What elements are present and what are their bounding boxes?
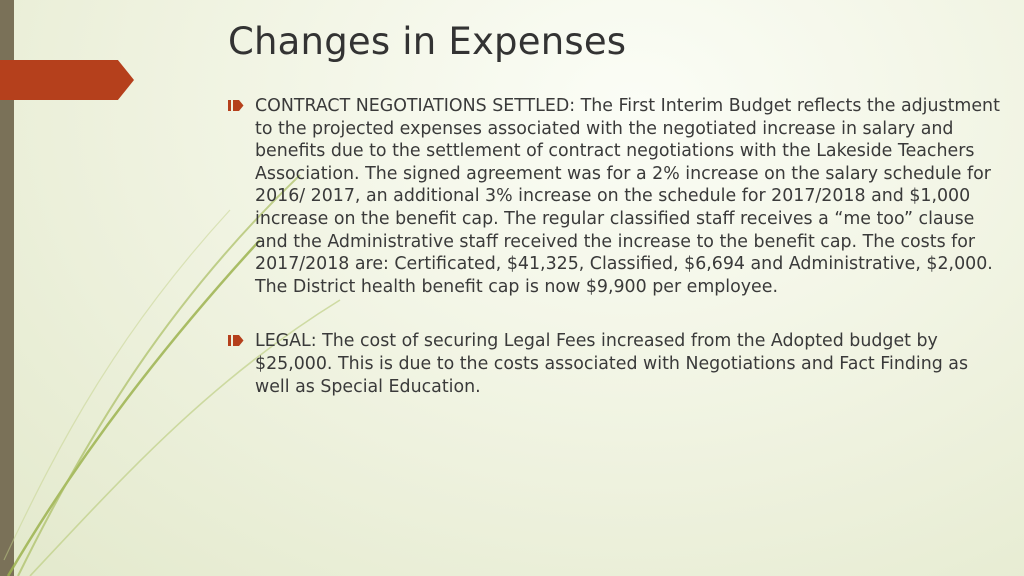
bullet-list [228, 95, 1000, 430]
bullet-text: LEGAL: The cost of securing Legal Fees increased from the Adopted budget by $25,000. This is due to the costs associated with Negotiations and Fact Finding as well as Special Education. [255, 331, 969, 397]
bullet-item-legal [228, 330, 1000, 398]
bullet-item-contract-negotiations [228, 95, 1000, 298]
arrow-bullet-icon [228, 334, 244, 347]
arrow-bullet-icon [228, 99, 244, 112]
slide-title: Changes in Expenses [228, 20, 627, 63]
bullet-text: CONTRACT NEGOTIATIONS SETTLED: The First Interim Budget reflects the adjustment to the projected expenses associated with the negotiated increase in salary and benefits due to the settlement of contract negotiations with the Lakeside Teachers Association. The signed agreement was for a 2% increase on the salary schedule for 2016/ 2017, an additional 3% increase on the schedule for 2017/2018 and $1,000 increase on the benefit cap. The regular classified staff receives a “me too” clause and the Administrative staff received the increase to the benefit cap. The costs for 2017/2018 are: Certificated, $41,325, Classified, $6,694 and Administrative, $2,000. The District health benefit cap is now $9,900 per employee. [255, 96, 1000, 297]
accent-arrow-shape [0, 60, 134, 100]
